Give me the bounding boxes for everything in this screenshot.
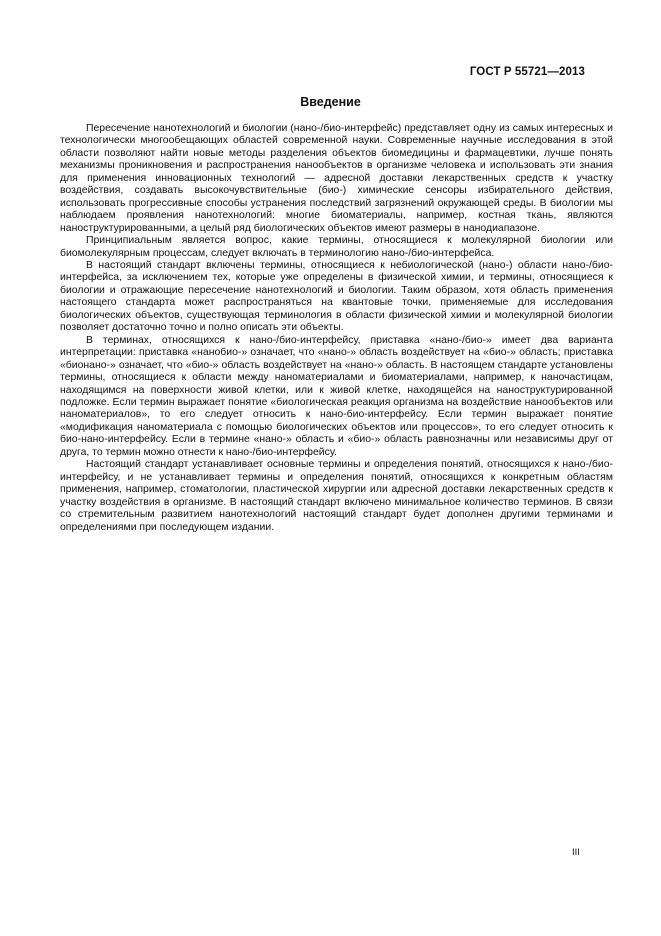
page-number: III xyxy=(572,847,580,858)
section-title: Введение xyxy=(300,95,361,109)
paragraph: Принципиальным является вопрос, какие термины, относящиеся к молекулярной биологии или биомолекулярным процессам, следует включать в терминологию нано-/био-интерфейса. xyxy=(60,235,613,259)
paragraph: Настоящий стандарт устанавливает основные термины и определения понятий, относящихся к нано-/био-интерфейсу, и не устанавливает термины и определения понятий, относящихся к конкретным областям применения, например, стоматологии, пластической хирургии или адресной доставки лекарственных средств к участку воздействия в организме. В настоящий стандарт включено минимальное количество терминов. В связи со стремительным развитием нанотехнологий настоящий стандарт будет дополнен другими терминами и определениями при последующем издании. xyxy=(60,459,613,533)
document-code: ГОСТ Р 55721—2013 xyxy=(469,66,585,78)
paragraph: Пересечение нанотехнологий и биологии (нано-/био-интерфейс) представляет одну из самых интересных и технологически многообещающих областей современной науки. Современные научные исследования в этой области позволяют найти новые методы разделения объектов биомедицины и фармацевтики, лучше понять механизмы проникновения и распространения нанообъектов в организме человека и использовать эти знания для применения инновационных технологий — адресной доставки лекарственных средств к участку воздействия, создавать высокочувствительные (био-) химические сенсоры избирательного действия, использовать прогрессивные способы устранения последствий загрязнений окружающей среды. В биологии мы наблюдаем проявления нанотехнологий: многие биоматериалы, например, костная ткань, являются наноструктурированными, а целый ряд биологических объектов имеют размеры в нанодиапазоне. xyxy=(60,123,613,234)
paragraph: В терминах, относящихся к нано-/био-интерфейсу, приставка «нано-/био-» имеет два варианта интерпретации: приставка «нанобио-» означает, что «нано-» область воздействует на «био-» область; приставка «бионано-» означает, что «био-» область воздействует на «нано-» область. В настоящем стандарте установлены термины, относящиеся к области между наноматериалами и биоматериалами, например, к наночастицам, находящимся на поверхности живой клетки, или к живой клетке, находящейся на наноструктурированной подложке. Если термин выражает понятие «биологическая реакция организма на воздействие нанообъектов или наноматериалов», то его следует относить к нано-био-интерфейсу. Если термин выражает понятие «модификация наноматериала с помощью биологических объектов или процессов», то его следует относить к био-нано-интерфейсу. Если в термине «нано-» область и «био-» область равнозначны или независимы друг от друга, то термин можно отнести к нано-/био-интерфейсу. xyxy=(60,334,613,458)
paragraph: В настоящий стандарт включены термины, относящиеся к небиологической (нано-) области нано-/био-интерфейса, за исключением тех, которые уже определены в физической химии, и термины, относящиеся к биологии и отражающие пересечение нанотехнологий и биологии. Таким образом, хотя область применения настоящего стандарта может распространяться на квантовые точки, применяемые для исследования биологических объектов, существующая терминология в области физической химии и молекулярной биологии позволяет достаточно точно и полно описать эти объекты. xyxy=(60,259,613,334)
introduction-body xyxy=(60,123,613,534)
